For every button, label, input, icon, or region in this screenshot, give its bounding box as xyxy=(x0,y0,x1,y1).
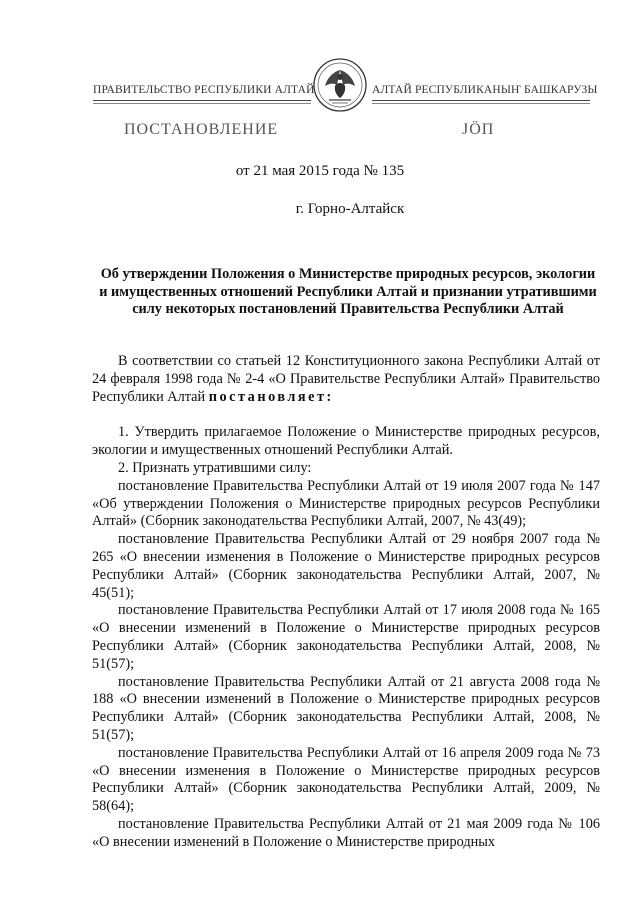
decree-body xyxy=(92,353,600,852)
header-left-title: ПРАВИТЕЛЬСТВО РЕСПУБЛИКИ АЛТАЙ xyxy=(93,84,315,96)
item-paragraph: постановление Правительства Республики Алтай от 29 ноября 2007 года № 265 «О внесении изменения в Положение о Министерстве природных ресурсов Республики Алтай» (Сборник законодательства Республики Алтай, 2007, № 45(51); xyxy=(92,531,600,601)
decree-city: г. Горно-Алтайск xyxy=(295,201,405,217)
doc-type-ru: ПОСТАНОВЛЕНИЕ xyxy=(124,121,279,138)
doc-type-altai: JӦП xyxy=(462,121,495,138)
item-paragraph: постановление Правительства Республики Алтай от 21 августа 2008 года № 188 «О внесении изменений в Положение о Министерстве природных ресурсов Республики Алтай» (Сборник законодательства Республики Алтай, 2008, № 51(57); xyxy=(92,673,600,743)
decree-date-number: от 21 мая 2015 года № 135 xyxy=(235,163,405,179)
header-rule-right xyxy=(372,100,590,101)
coat-of-arms-icon xyxy=(311,56,369,114)
preamble-emphasis: постановляет: xyxy=(208,388,334,405)
preamble-paragraph xyxy=(92,353,600,406)
item-paragraph: постановление Правительства Республики Алтай от 21 мая 2009 года № 106 «О внесении изменений в Положение о Министерстве природных xyxy=(92,815,600,850)
header-rule-right-thin xyxy=(372,103,590,104)
header-rule-left xyxy=(93,100,311,101)
header-rule-left-thin xyxy=(93,103,311,104)
decree-subject: Об утверждении Положения о Министерстве природных ресурсов, экологии и имущественных отношений Республики Алтай и признании утратившими силу некоторых постановлений Правительства Республики Алтай xyxy=(99,266,597,318)
item-paragraph: постановление Правительства Республики Алтай от 16 апреля 2009 года № 73 «О внесении изменения в Положение о Министерстве природных ресурсов Республики Алтай» (Сборник законодательства Республики Алтай, 2009, № 58(64); xyxy=(92,744,600,815)
header-right-title: АЛТАЙ РЕСПУБЛИКАНЫҤ БАШКАРУЗЫ xyxy=(372,84,598,96)
item-paragraph: 1. Утвердить прилагаемое Положение о Министерстве природных ресурсов, экологии и имущественных отношений Республики Алтай. xyxy=(92,424,600,459)
item-paragraph: 2. Признать утратившими силу: xyxy=(118,459,312,476)
preamble-text: В соответствии со статьей 12 Конституционного закона Республики Алтай от 24 февраля 1998 года № 2-4 «О Правительстве Республики Алтай» Правительство Республики Алтай xyxy=(92,353,600,405)
item-paragraph: постановление Правительства Республики Алтай от 17 июля 2008 года № 165 «О внесении изменений в Положение о Министерстве природных ресурсов Республики Алтай» (Сборник законодательства Республики Алтай, 2008, № 51(57); xyxy=(92,602,600,672)
item-paragraph: постановление Правительства Республики Алтай от 19 июля 2007 года № 147 «Об утверждении Положения о Министерстве природных ресурсов Республики Алтай» (Сборник законодательства Республики Алтай, 2007, № 43(49); xyxy=(92,477,600,530)
